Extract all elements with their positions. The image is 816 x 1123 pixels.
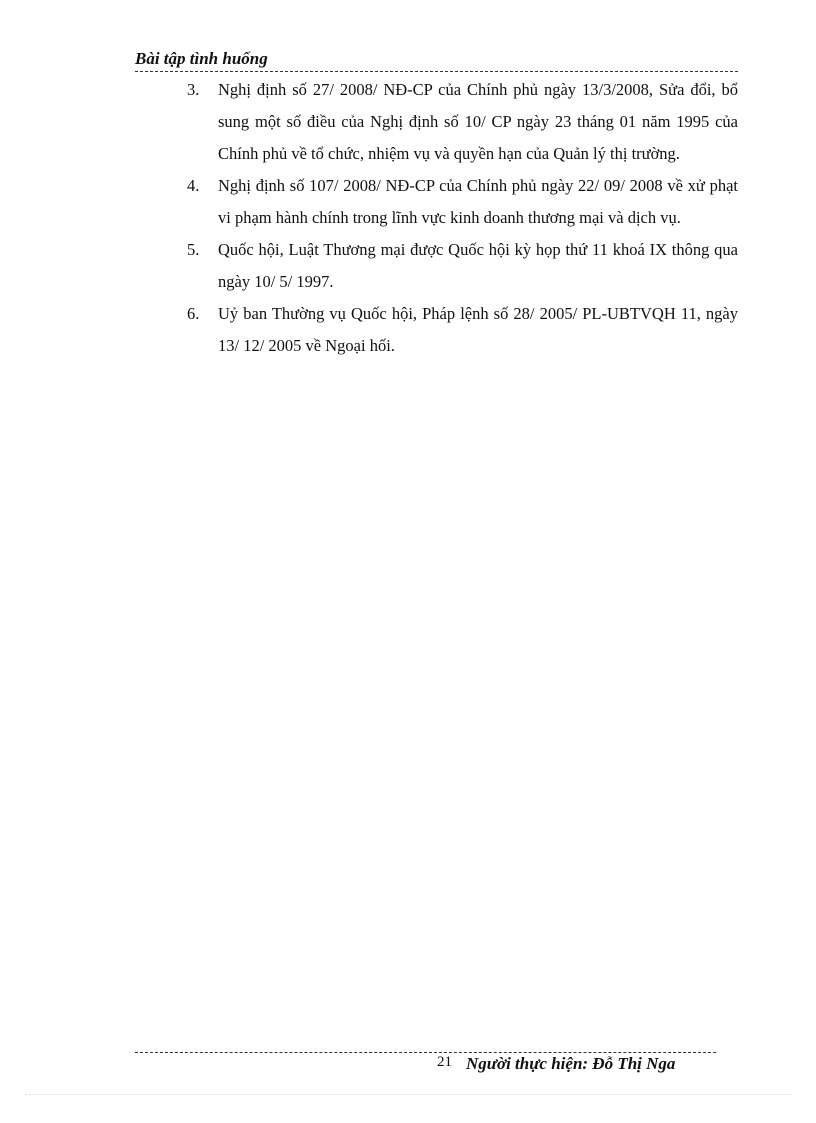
- reference-list: [187, 74, 738, 362]
- reference-item: [187, 170, 738, 234]
- header-title: Bài tập tình huống: [135, 49, 268, 68]
- reference-number: 3.: [187, 80, 200, 99]
- reference-text: Quốc hội, Luật Thương mại được Quốc hội kỳ họp thứ 11 khoá IX thông qua ngày 10/ 5/ 1997.: [218, 240, 738, 291]
- reference-number: 4.: [187, 176, 200, 195]
- reference-number: 6.: [187, 304, 200, 323]
- reference-item: [187, 234, 738, 298]
- reference-text: Nghị định số 107/ 2008/ NĐ-CP của Chính phủ ngày 22/ 09/ 2008 về xử phạt vi phạm hành chính trong lĩnh vực kinh doanh thương mại và dịch vụ.: [218, 176, 738, 227]
- footer-author: Người thực hiện: Đỗ Thị Nga: [466, 1054, 676, 1073]
- reference-number: 5.: [187, 240, 200, 259]
- reference-text: Nghị định số 27/ 2008/ NĐ-CP của Chính phủ ngày 13/3/2008, Sửa đổi, bổ sung một số điều của Nghị định số 10/ CP ngày 23 tháng 01 năm 1995 của Chính phủ về tổ chức, nhiệm vụ và quyền hạn của Quản lý thị trường.: [218, 80, 738, 163]
- footer-rule: [135, 1052, 716, 1053]
- reference-text: Uỷ ban Thường vụ Quốc hội, Pháp lệnh số 28/ 2005/ PL-UBTVQH 11, ngày 13/ 12/ 2005 về Ngoại hối.: [218, 304, 738, 355]
- header-rule: [135, 71, 738, 72]
- reference-item: [187, 298, 738, 362]
- page-bottom-edge: [25, 1094, 791, 1095]
- reference-item: [187, 74, 738, 170]
- page-number: 21: [437, 1054, 452, 1070]
